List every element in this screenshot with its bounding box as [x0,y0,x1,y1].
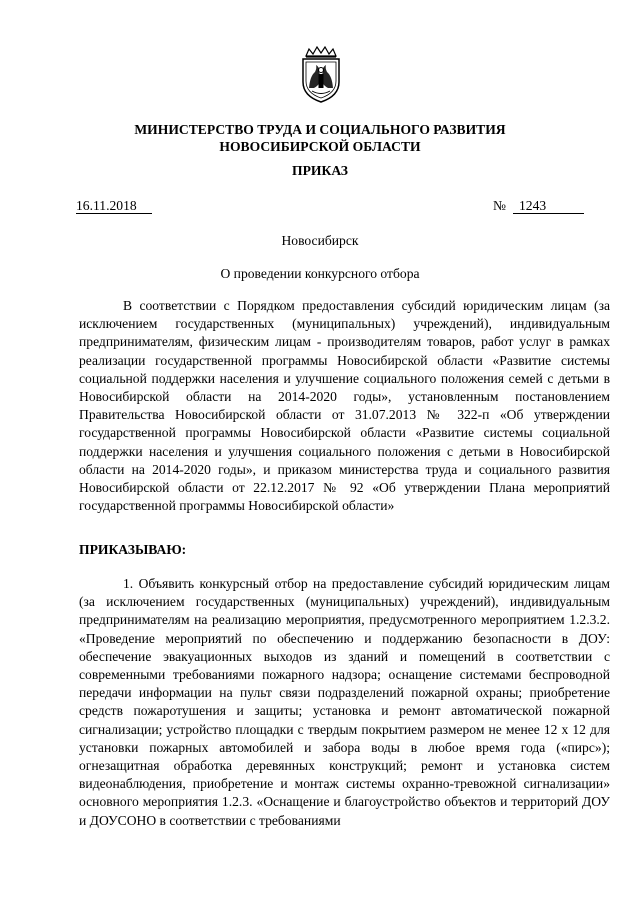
date-underline [76,213,152,214]
document-type-title: ПРИКАЗ [292,163,348,178]
city-name: Новосибирск [281,233,359,248]
preamble-paragraph: В соответствии с Порядком предоставления субсидий юридическим лицам (за исключением государственных (муниципальных) учреждений), индивидуальным предпринимателям, физическим лицам - производителям товаров, работ услуг в рамках реализации государственной программы Новосибирской области «Развитие системы социальной поддержки населения и улучшение социального положения семей с детьми в Новосибирской области на 2014-2020 годы», установленным постановлением Правительства Новосибирской области от 31.07.2013 № 322-п «Об утверждении государственной программы Новосибирской области «Развитие системы социальной поддержки населения и улучшения социального положения с детьми в Новосибирской области на 2014-2020 годы», и приказом министерства труда и социального развития Новосибирской области от 22.12.2017 № 92 «Об утверждении Плана мероприятий государственной программы Новосибирской области» [79,298,610,514]
order-directive-heading: ПРИКАЗЫВАЮ: [79,542,187,557]
ministry-name-line-1: МИНИСТЕРСТВО ТРУДА И СОЦИАЛЬНОГО РАЗВИТИЯ [134,122,506,137]
order-number: 1243 [519,198,547,213]
order-date: 16.11.2018 [76,198,137,213]
number-underline [513,213,584,214]
preamble-block [79,297,610,515]
coat-of-arms-emblem [298,46,344,104]
number-sign: № [493,198,506,213]
item-1-paragraph: 1. Объявить конкурсный отбор на предоставление субсидий юридическим лицам (за исключением государственных (муниципальных) учреждений), индивидуальным предпринимателям на реализацию мероприятия, предусмотренного мероприятием 1.2.3.2. «Проведение мероприятий по обеспечению и поддержанию безопасности в ДОУ: обеспечение эвакуационных выходов из зданий и помещений в соответствии с современными требованиями пожарного надзора; оснащение системами беспроводной передачи информации на пульт связи подразделений пожарной охраны; приобретение средств пожаротушения и защиты; установка и ремонт автоматической пожарной сигнализации; устройство площадки с твердым покрытием размером не менее 12 х 12 для установки пожарных автомобилей и забора воды в любое время года («пирс»); огнезащитная обработка деревянных конструкций; ремонт и установка систем видеонаблюдения, приобретение и монтаж системы охранно-тревожной сигнализации» основного мероприятия 1.2.3. «Оснащение и благоустройство объектов и территорий ДОУ и ДОУСОНО в соответствии с требованиями [79,576,610,828]
item-1-block [79,575,610,830]
ministry-name-line-2: НОВОСИБИРСКОЙ ОБЛАСТИ [219,139,421,154]
order-subject: О проведении конкурсного отбора [220,266,420,281]
